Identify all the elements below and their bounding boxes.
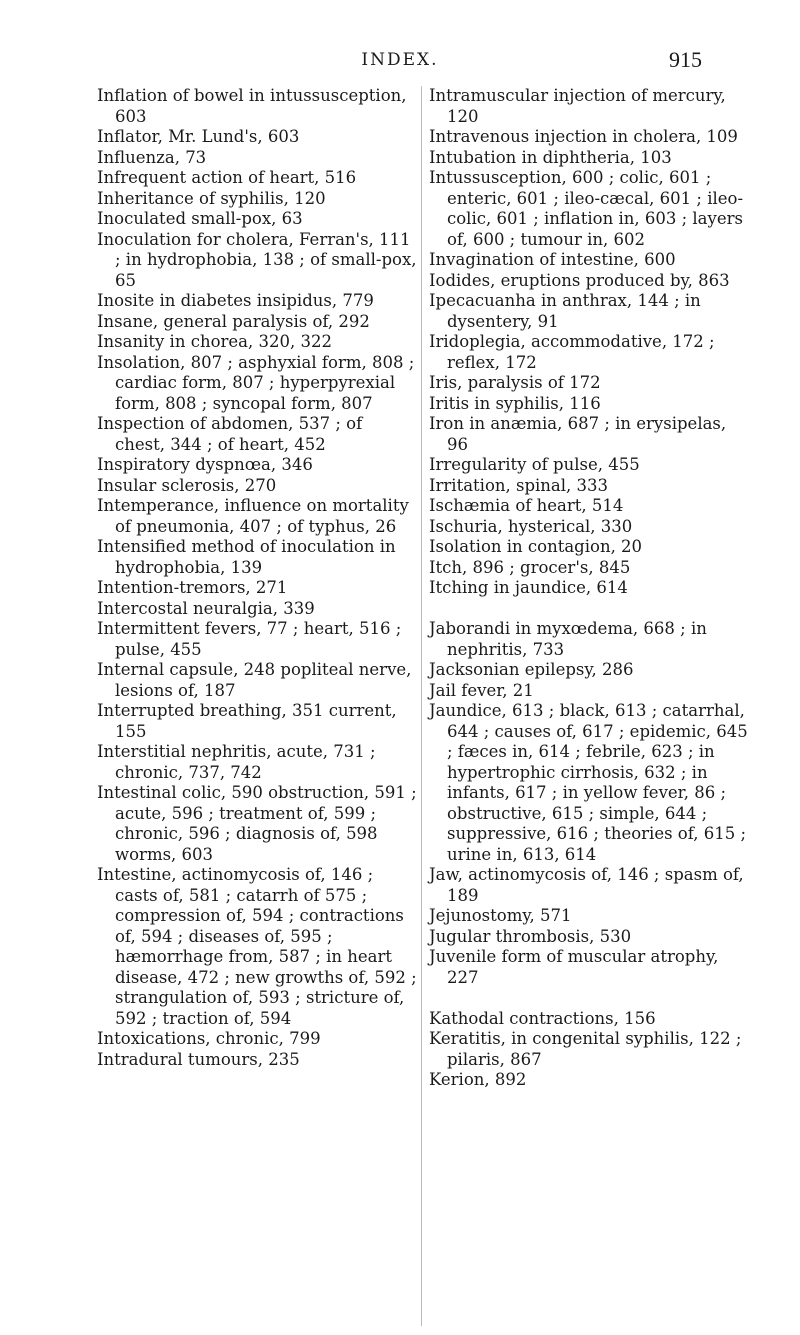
index-entry: Influenza, 73 bbox=[97, 147, 207, 167]
index-entry: Insanity in chorea, 320, 322 bbox=[97, 332, 332, 351]
index-entry: Jugular thrombosis, 530 bbox=[429, 926, 632, 946]
index-entry: Ischæmia of heart, 514 bbox=[429, 496, 624, 515]
page-header bbox=[0, 47, 800, 80]
index-entry: Insolation, 807 ; asphyxial form, 808 ; cardiac form, 807 ; hyperpyrexial form, 808 ; syncopal form, 807 bbox=[97, 352, 415, 413]
index-entry: Ipecacuanha in anthrax, 144 ; in dysentery, 91 bbox=[429, 291, 701, 331]
index-entry: Jacksonian epilepsy, 286 bbox=[429, 660, 634, 679]
index-entry: Intestine, actinomycosis of, 146 ; casts of, 581 ; catarrh of 575 ; compression of, 594 ; contractions of, 594 ; diseases of, 595 ; hæmorrhage from, 587 ; in heart disease, 472 ; new growths of, 592 ; strangulation of, 593 ; stricture of, 592 ; traction of, 594 bbox=[97, 865, 417, 1028]
index-entry: Intoxications, chronic, 799 bbox=[97, 1029, 321, 1048]
index-entry: Intemperance, influence on mortality of pneumonia, 407 ; of typhus, 26 bbox=[97, 496, 409, 536]
index-entry: Intention-tremors, 271 bbox=[97, 578, 288, 597]
index-entry: Intravenous injection in cholera, 109 bbox=[429, 127, 738, 146]
index-entry: Intramuscular injection of mercury, 120 bbox=[429, 86, 726, 126]
index-entry: Jail fever, 21 bbox=[429, 680, 534, 700]
index-entry: Iridoplegia, accommodative, 172 ; reflex, 172 bbox=[429, 332, 715, 372]
index-entry: Jejunostomy, 571 bbox=[429, 906, 572, 925]
index-entry: Juvenile form of muscular atrophy, 227 bbox=[429, 947, 719, 987]
index-column-right bbox=[429, 86, 749, 1091]
index-entry: Inflator, Mr. Lund's, 603 bbox=[97, 127, 300, 146]
index-entry: Irregularity of pulse, 455 bbox=[429, 455, 640, 474]
index-entry: Iris, paralysis of 172 bbox=[429, 373, 601, 392]
index-entry: Ischuria, hysterical, 330 bbox=[429, 516, 633, 536]
index-entry: Insane, general paralysis of, 292 bbox=[97, 311, 370, 331]
index-entry: Inspiratory dyspnœa, 346 bbox=[97, 455, 313, 474]
index-entry: Inflation of bowel in intussusception, 603 bbox=[97, 86, 407, 126]
index-entry: Iodides, eruptions produced by, 863 bbox=[429, 270, 730, 290]
index-entry: Isolation in contagion, 20 bbox=[429, 537, 643, 556]
index-entry: Iron in anæmia, 687 ; in erysipelas, 96 bbox=[429, 414, 727, 454]
index-entry: Intestinal colic, 590 obstruction, 591 ; acute, 596 ; treatment of, 599 ; chronic, 596 ; diagnosis of, 598 worms, 603 bbox=[97, 783, 417, 864]
index-column-left bbox=[97, 86, 417, 1070]
index-entry: Iritis in syphilis, 116 bbox=[429, 393, 601, 413]
index-entry: Itch, 896 ; grocer's, 845 bbox=[429, 557, 631, 577]
index-entry: Intussusception, 600 ; colic, 601 ; enteric, 601 ; ileo-cæcal, 601 ; ileo-colic, 601 ; inflation in, 603 ; layers of, 600 ; tumour in, 602 bbox=[429, 168, 744, 249]
page-number: 915 bbox=[669, 47, 702, 72]
index-entry: Keratitis, in congenital syphilis, 122 ; pilaris, 867 bbox=[429, 1029, 742, 1069]
running-title: INDEX. bbox=[361, 50, 439, 70]
index-entry: Insular sclerosis, 270 bbox=[97, 475, 277, 495]
index-entry: Inheritance of syphilis, 120 bbox=[97, 188, 326, 208]
index-entry: Intermittent fevers, 77 ; heart, 516 ; pulse, 455 bbox=[97, 619, 402, 659]
index-entry: Intubation in diphtheria, 103 bbox=[429, 147, 672, 167]
index-entry: Itching in jaundice, 614 bbox=[429, 578, 628, 597]
index-entry: Inspection of abdomen, 537 ; of chest, 344 ; of heart, 452 bbox=[97, 414, 363, 454]
index-entry: Invagination of intestine, 600 bbox=[429, 250, 676, 269]
index-entry: Internal capsule, 248 popliteal nerve, lesions of, 187 bbox=[97, 660, 412, 700]
index-entry: Jaborandi in myxœdema, 668 ; in nephritis, 733 bbox=[429, 619, 707, 659]
index-entry: Interstitial nephritis, acute, 731 ; chronic, 737, 742 bbox=[97, 742, 376, 782]
index-entry: Intercostal neuralgia, 339 bbox=[97, 598, 315, 618]
index-entry: Inoculation for cholera, Ferran's, 111 ; in hydrophobia, 138 ; of small-pox, 65 bbox=[97, 229, 417, 290]
index-entry: Jaw, actinomycosis of, 146 ; spasm of, 189 bbox=[429, 865, 744, 905]
index-entry: Infrequent action of heart, 516 bbox=[97, 168, 357, 187]
section-gap bbox=[429, 988, 749, 1009]
index-entry: Inosite in diabetes insipidus, 779 bbox=[97, 291, 374, 310]
index-entry: Interrupted breathing, 351 current, 155 bbox=[97, 701, 397, 741]
index-entry: Jaundice, 613 ; black, 613 ; catarrhal, 644 ; causes of, 617 ; epidemic, 645 ; fæces in, 614 ; febrile, 623 ; in hypertrophic cirrhosis, 632 ; in infants, 617 ; in yellow fever, 86 ; obstructive, 615 ; simple, 644 ; suppressive, 616 ; theories of, 615 ; urine in, 613, 614 bbox=[429, 701, 748, 864]
index-entry: Kathodal contractions, 156 bbox=[429, 1008, 656, 1028]
index-entry: Intensified method of inoculation in hydrophobia, 139 bbox=[97, 537, 396, 577]
index-entry: Kerion, 892 bbox=[429, 1070, 527, 1089]
column-divider bbox=[421, 86, 422, 1326]
index-entry: Inoculated small-pox, 63 bbox=[97, 209, 303, 228]
index-entry: Irritation, spinal, 333 bbox=[429, 475, 609, 495]
section-gap bbox=[429, 599, 749, 620]
index-entry: Intradural tumours, 235 bbox=[97, 1049, 300, 1069]
